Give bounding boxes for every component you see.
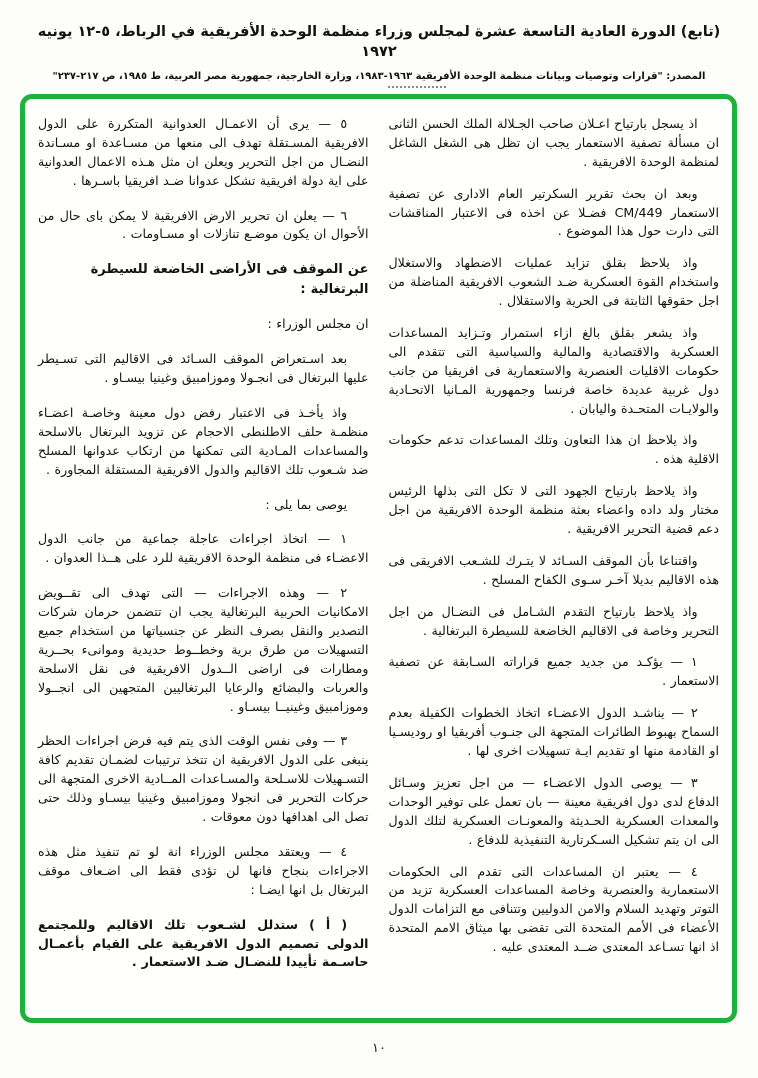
numbered-item-3: ٣ — يوصى الدول الاعضـاء — من اجل تعزيز وسـائل الدفاع لدى دول افريقية معينة — بان تعمل على توفير الوحدات والمعدات العسكرية الحـديثة والمعونـات العسكرية لتلك الدول الى ان يتم تشكيل السـكرتارية التنفيذية للدفاع . bbox=[388, 774, 719, 847]
paragraph: واذ يلاحظ بارتياح التقدم الشـامل فى النضـال من اجل التحرير وخاصة فى الاقاليم الخاضعة للسيطرة البرتغالية . bbox=[388, 603, 719, 638]
section-heading-portuguese-territories: عن الموقف فى الأراضى الخاضعة للسيطرة البرتغالية : bbox=[90, 262, 369, 297]
numbered-item-2: ٢ — يناشـد الدول الاعضـاء اتخاذ الخطوات الكفيلة بعدم السماح بهبوط الطائرات المتجهة الى جنـوب أفريقيا او روديسـيا او القادمة منها او تقديم ايـة تسهيلات اخرى لها . bbox=[388, 705, 719, 759]
paragraph: واذ يشعر بقلق بالغ ازاء استمرار وتـزايد المساعدات العسكرية والاقتصادية والمالية والسياسية التى تتقدم الى حكومات الاقليات العنصرية والاستعمارية فى افريقيا من جانب دول غربية عديدة خاصة فرنسا وجمهورية المـانيا الاتحـادية والولايـات المتحـدة واليابان . bbox=[388, 325, 719, 416]
paragraph: واذ يلاحظ بقلق تزايد عمليات الاضطهاد والاستغلال واستخدام القوة العسكرية ضـد الشعوب الافريقية المناضلة من اجل حقوقها الثابتة فى الحرية والاستقلال . bbox=[388, 255, 719, 309]
bordered-content-box bbox=[20, 94, 737, 1023]
paragraph: اذ يسجل بارتياح اعـلان صاحب الجـلالة الملك الحسن الثانى ان مسألة تصفية الاستعمار يجب ان تظل هى الشغل الشاغل لمنظمة الوحدة الافريقية . bbox=[388, 116, 719, 169]
paragraph: واذ يلاحظ بارتياح الجهود التى لا تكل التى بذلها الرئيس مختار ولد داده واعضاء بعثة منظمة الوحدة الافريقية من اجل دعم قضية التحرير الافريقية . bbox=[388, 483, 719, 537]
numbered-item-1: ١ — يؤكـد من جديد جميع قراراته السـابقة عن تصفية الاستعمار . bbox=[388, 654, 719, 689]
paragraph: بعد اسـتعراض الموقف السـائد فى الاقاليم التى تسـيطر عليها البرتغال فى انجـولا وموزامبيق وغينيا بيسـاو . bbox=[38, 351, 369, 386]
page-number: ١٠ bbox=[372, 1041, 386, 1056]
document-header bbox=[0, 0, 758, 84]
numbered-item-3: ٣ — وفى نفس الوقت الذى يتم فيه فرض اجراءات الحظر ينبغى على الدول الافريقية ان تتخذ ترتيبات لضمـان تقديم كافة التسـهيلات للاسـلحة والمسـاعدات المــادية الاخرى المتجهة الى حركات التحرير فى انجولا وموزامبيق وغينيا بيسـاو وذلك حتى تصل الى اهدافها دون معوقات . bbox=[38, 733, 369, 825]
document-source-citation: المصدر: "قرارات وتوصيات وبيانات منظمة الوحدة الأفريقية ١٩٦٣-١٩٨٣، وزارة الخارجية، جمهورية مصر العربية، ط ١٩٨٥، ص ٢١٧-٢٣٧" bbox=[52, 70, 706, 82]
numbered-item-4: ٤ — ويعتقد مجلس الوزراء انة لو تم تنفيذ مثل هذه الاجراءات بنجاح فانها لن تؤدى فقط الى اضـعاف موقف البرتغال بل انها ايضـا : bbox=[38, 843, 369, 897]
document-title: (تابع) الدورة العادية التاسعة عشرة لمجلس وزراء منظمة الوحدة الأفريقية في الرباط، ٥-١٢ يونيه ١٩٧٢ bbox=[37, 24, 721, 61]
numbered-item-2: ٢ — وهذه الاجراءات — التى تهدف الى تقــويض الامكانيات الحربية البرتغالية يجب ان تتضمن حرمان شركات التصدير والنقل بصرف النظر عن جنسياتها من استخدام جميع التسهيلات من طرق برية وخطــوط حديدية وموانىء بحــرية ومطارات فى اراضى الــدول الافريقية فى نقل الاسلحة والعربات والبضائع والرعايا البرتغاليين المتجهين الى انجــولا وموزامبيق وغينيــا بيسـاو . bbox=[38, 585, 369, 714]
sub-item-a: ( أ ) ستدلل لشـعوب تلك الاقاليم وللمجتمع الدولى تصميم الدول الافريقية على القيام بأعمـال حاسـمة تأييدا للنضـال ضـد الاستعمار . bbox=[38, 916, 369, 970]
numbered-item-6: ٦ — يعلن ان تحرير الارض الافريقية لا يمكن باى حال من الأحوال ان يكون موضـع تنازلات او مسـاومات . bbox=[38, 207, 369, 242]
scan-artifact-dotted-line bbox=[388, 86, 446, 88]
left-column bbox=[38, 115, 369, 1008]
numbered-item-5: ٥ — يرى أن الاعمـال العدوانية المتكررة على الدول الافريقية المسـتقلة تهدف الى منعها من مسـاعدة او مسـاندة النضـال من اجل التحرير ويعلن ان مثل هـذه الاعمال العدوانية على اية دولة افريقية تشكل عدوانا ضـد افريقيا باسـرها . bbox=[38, 116, 369, 188]
paragraph: ان مجلس الوزراء : bbox=[267, 316, 369, 332]
paragraph: واقتناعا بأن الموقف السـائد لا يتـرك للشـعب الافريقى فى هذه الاقاليم بديلا آخـر سـوى الكفاح المسلح . bbox=[388, 552, 719, 587]
paragraph: وبعد ان بحث تقرير السكرتير العام الادارى عن تصفية الاستعمار CM/449 فضـلا عن اخذه فى الاعتبار المناقشات التى دارت حول هذا الموضوع . bbox=[388, 185, 719, 239]
paragraph: يوصى بما يلى : bbox=[265, 496, 348, 512]
numbered-item-4: ٤ — يعتبر ان المساعدات التى تقدم الى الحكومات الاستعمارية والعنصرية وخاصة المساعدات العسكرية تزيد من التوتر وتهديد السلام والامن الدوليين وتتنافى مع التزامات الدول الأعضاء فى الأمم المتحدة التى تقضى بها ميثاق الامم المتحدة اذ انها تسـاعد المعتدى ضــد المعتدى عليه . bbox=[388, 863, 719, 955]
numbered-item-1: ١ — اتخاذ اجراءات عاجلة جماعية من جانب الدول الاعضـاء فى منظمة الوحدة الافريقية للرد على هــذا العدوان . bbox=[38, 531, 369, 566]
paragraph: واذ يلاحظ ان هذا التعاون وتلك المساعدات تدعم حكومات الاقلية هذه . bbox=[388, 432, 719, 467]
paragraph: واذ يأخـذ فى الاعتبار رفض دول معينة وخاصـة اعضـاء منظمـة حلف الاطلنطى الاحجام عن تزويد البرتغال بالاسلحة والمساعدات المـادية التى تمكنها من ارتكاب عدوانها المسلح ضد شـعوب تلك الاقاليم والدول الافريقية المستقلة المجاورة . bbox=[38, 405, 369, 477]
two-column-layout bbox=[38, 115, 719, 1008]
right-column bbox=[389, 115, 720, 1008]
